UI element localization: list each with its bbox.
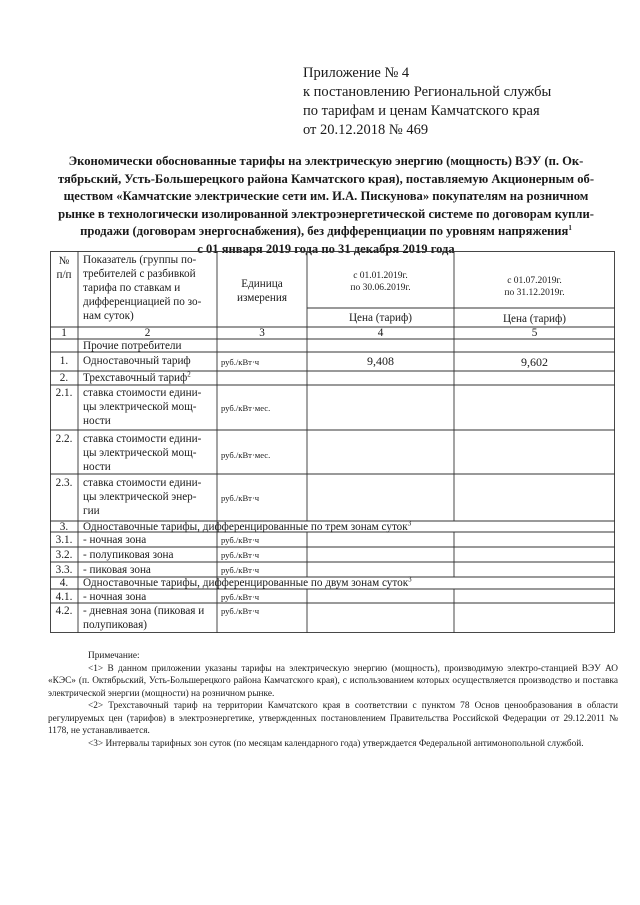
header-unit: Единица измерения	[237, 278, 287, 304]
row-label: Одноставочные тарифы, дифференцированные по трем зонам суток$^3$	[83, 519, 412, 533]
row-number: 2.2.	[55, 433, 73, 445]
row-number: 2.1.	[55, 387, 73, 399]
notes-block	[48, 650, 618, 750]
row-unit: руб./кВт·ч	[221, 550, 260, 560]
tariff-value: 9,602	[521, 355, 548, 369]
title-line: ществом «Камчатские электрические сети им. И.А. Пискунова» покупателям на розничном	[63, 189, 589, 203]
footnote-mark: 3	[408, 575, 412, 584]
row-unit: руб./кВт·ч	[221, 535, 260, 545]
row-number: 3.1.	[55, 534, 73, 546]
title-line: продажи (договорам энергоснабжения), без дифференциации по уровням напряжения$^1$	[80, 223, 572, 238]
column-number: 5	[531, 327, 538, 339]
row-number: 2.3.	[55, 477, 73, 489]
row-label: - дневная зона (пиковая и полупиковая)	[83, 605, 205, 631]
header-period-2: с 01.07.2019г. по 31.12.2019г.	[504, 276, 565, 298]
row-unit: руб./кВт·ч	[221, 357, 260, 367]
note-2: <2> Трехставочный тариф на территории Камчатского края в соответствии с пунктом 78 Основ ценообразования в области регулируемых цен (тарифов) в электроэнергетике, утвержденных постановлением Правительства Российской Федерации от 29.12.2011 № 1178, не устанавливается.	[48, 701, 618, 736]
footnote-mark: 2	[187, 370, 191, 379]
notes-heading: Примечание:	[88, 651, 140, 661]
header-num: № п/п	[56, 255, 72, 281]
column-number: 1	[61, 327, 67, 339]
header-period-1: с 01.01.2019г. по 30.06.2019г.	[350, 271, 411, 293]
row-number: 3.	[59, 521, 69, 533]
appendix-block	[303, 64, 623, 140]
tariff-value: 9,408	[367, 354, 394, 368]
footnote-mark: 1	[568, 223, 572, 232]
appendix-line: по тарифам и ценам Камчатского края	[303, 103, 540, 119]
column-number: 2	[144, 327, 151, 339]
footnote-mark: 3	[407, 519, 412, 528]
row-number: 4.	[59, 577, 69, 589]
note-1: <1> В данном приложении указаны тарифы на электрическую энергию (мощность), производимую электро-станцией ВЭУ АО «КЭС» (п. Октябрьский, Усть-Большерецкого района Камчатского края), с использованием которых осуществляется производство и поставка электрической энергии (мощности) на розничном рынке.	[48, 663, 618, 699]
row-label: - ночная зона	[83, 591, 147, 603]
title-line: рынке в технологически изолированной электроэнергетической системе по договорам купли-	[58, 206, 594, 221]
row-unit: руб./кВт·мес.	[221, 450, 271, 460]
header-indicator: Показатель (группы по- требителей с разбивкой тарифа по ставкам и дифференциацией по зо- нам суток)	[83, 254, 202, 322]
row-unit: руб./кВт·мес.	[221, 403, 271, 413]
title-line: Экономически обоснованные тарифы на электрическую энергию (мощность) ВЭУ (п. Ок-	[68, 154, 584, 168]
row-label: - пиковая зона	[83, 564, 151, 576]
row-unit: руб./кВт·ч	[221, 565, 260, 575]
tariff-table	[50, 251, 615, 633]
row-label: - ночная зона	[83, 534, 147, 546]
row-label: Одноставочный тариф	[83, 355, 191, 367]
appendix-line: к постановлению Региональной службы	[303, 84, 552, 100]
header-price-1: Цена (тариф)	[348, 312, 413, 324]
title-line: тябрьский, Усть-Большерецкого района Камчатского края), поставляемую Акционерным об-	[57, 171, 595, 186]
appendix-line: Приложение № 4	[303, 65, 410, 81]
row-unit: руб./кВт·ч	[221, 493, 260, 503]
row-number: 2.	[59, 372, 69, 384]
row-unit: руб./кВт·ч	[221, 592, 260, 602]
row-label: Одноставочные тарифы, дифференцированные по двум зонам суток$^3$	[83, 575, 412, 589]
section-label: Прочие потребители	[83, 340, 182, 352]
row-label: - полупиковая зона	[83, 549, 174, 561]
row-label: ставка стоимости едини- цы электрической энер- гии	[83, 477, 202, 517]
note-3: <3> Интервалы тарифных зон суток (по месяцам календарного года) утверждается Федеральной антимонопольной службой.	[88, 738, 584, 749]
row-number: 1.	[59, 355, 69, 367]
row-label: ставка стоимости едини- цы электрической мощ- ности	[83, 387, 202, 427]
row-label: Трехставочный тариф$^2$	[83, 370, 191, 384]
header-price-2: Цена (тариф)	[502, 313, 567, 325]
row-unit: руб./кВт·ч	[221, 606, 260, 616]
column-number: 4	[377, 327, 384, 339]
row-number: 4.1.	[55, 591, 73, 603]
appendix-line: от 20.12.2018 № 469	[303, 122, 429, 138]
row-label: ставка стоимости едини- цы электрической мощ- ности	[83, 433, 202, 473]
row-number: 3.2.	[55, 549, 73, 561]
row-number: 3.3.	[55, 564, 73, 576]
column-number: 3	[259, 327, 265, 339]
document-title	[40, 153, 612, 258]
title-line: с 01 января 2019 года по 31 декабря 2019 года	[197, 241, 455, 256]
row-number: 4.2.	[55, 605, 73, 617]
